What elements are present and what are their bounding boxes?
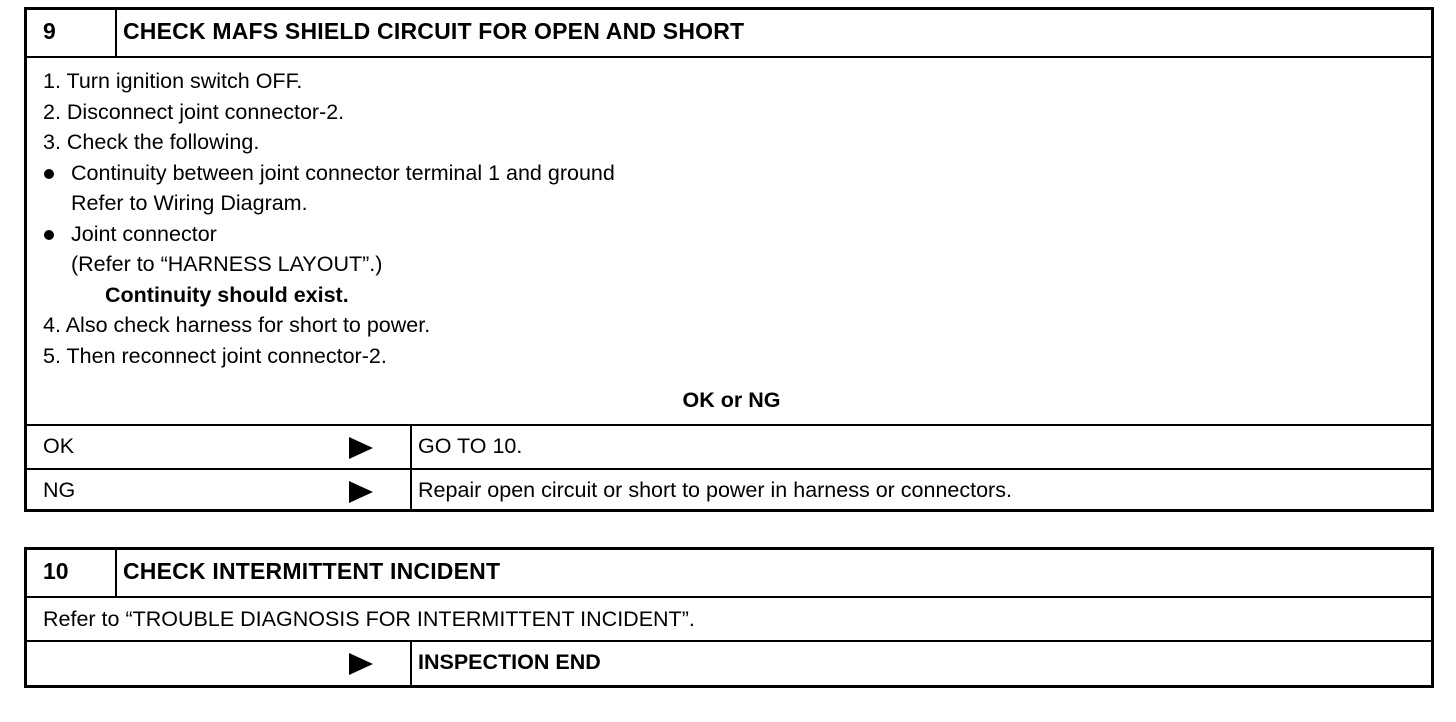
- procedure-line: (Refer to “HARNESS LAYOUT”.): [71, 252, 383, 276]
- result-row-end: [27, 640, 1431, 685]
- procedure-line: 1. Turn ignition switch OFF.: [43, 69, 303, 93]
- arrow-right-icon: [349, 437, 373, 459]
- result-row-ng: [27, 468, 1431, 509]
- step-9-block: [24, 7, 1434, 512]
- procedure-line: 3. Check the following.: [43, 130, 260, 154]
- step-number: 9: [43, 18, 56, 44]
- step-number: 10: [43, 558, 69, 584]
- procedure-line: 5. Then reconnect joint connector-2.: [43, 343, 387, 368]
- divider: [115, 10, 117, 56]
- step-10-block: [24, 547, 1434, 688]
- step-10-instruction: [27, 596, 1431, 640]
- procedure-line: 2. Disconnect joint connector-2.: [43, 99, 345, 124]
- result-heading: OK or NG: [682, 388, 781, 412]
- divider: [115, 550, 117, 596]
- result-action: INSPECTION END: [418, 650, 601, 674]
- result-label: NG: [43, 478, 76, 502]
- bullet-text: Continuity between joint connector terminal 1 and ground: [71, 160, 615, 185]
- procedure-bullet-line: [43, 219, 615, 250]
- procedure-line: Refer to Wiring Diagram.: [71, 191, 308, 215]
- divider: [410, 642, 412, 685]
- procedure-bullet-line: [43, 158, 615, 189]
- result-label: OK: [43, 434, 75, 458]
- procedure-line: 4. Also check harness for short to power.: [43, 313, 431, 337]
- step-9-header: [27, 10, 1431, 56]
- bullet-icon: [44, 230, 54, 240]
- expected-result: Continuity should exist.: [105, 282, 349, 307]
- step-title: CHECK MAFS SHIELD CIRCUIT FOR OPEN AND SHORT: [123, 18, 745, 44]
- procedure-list: [43, 66, 615, 371]
- divider: [410, 426, 412, 468]
- bullet-text: Joint connector: [71, 221, 217, 246]
- arrow-right-icon: [349, 481, 373, 503]
- step-10-header: [27, 550, 1431, 596]
- instruction-text: Refer to “TROUBLE DIAGNOSIS FOR INTERMITTENT INCIDENT”.: [43, 607, 695, 631]
- bullet-icon: [44, 169, 54, 179]
- divider: [410, 470, 412, 509]
- result-row-ok: [27, 424, 1431, 468]
- step-title: CHECK INTERMITTENT INCIDENT: [123, 558, 501, 584]
- arrow-right-icon: [349, 653, 373, 675]
- step-9-procedure: [27, 56, 1431, 424]
- result-action: Repair open circuit or short to power in harness or connectors.: [418, 478, 1012, 502]
- result-action: GO TO 10.: [418, 434, 523, 458]
